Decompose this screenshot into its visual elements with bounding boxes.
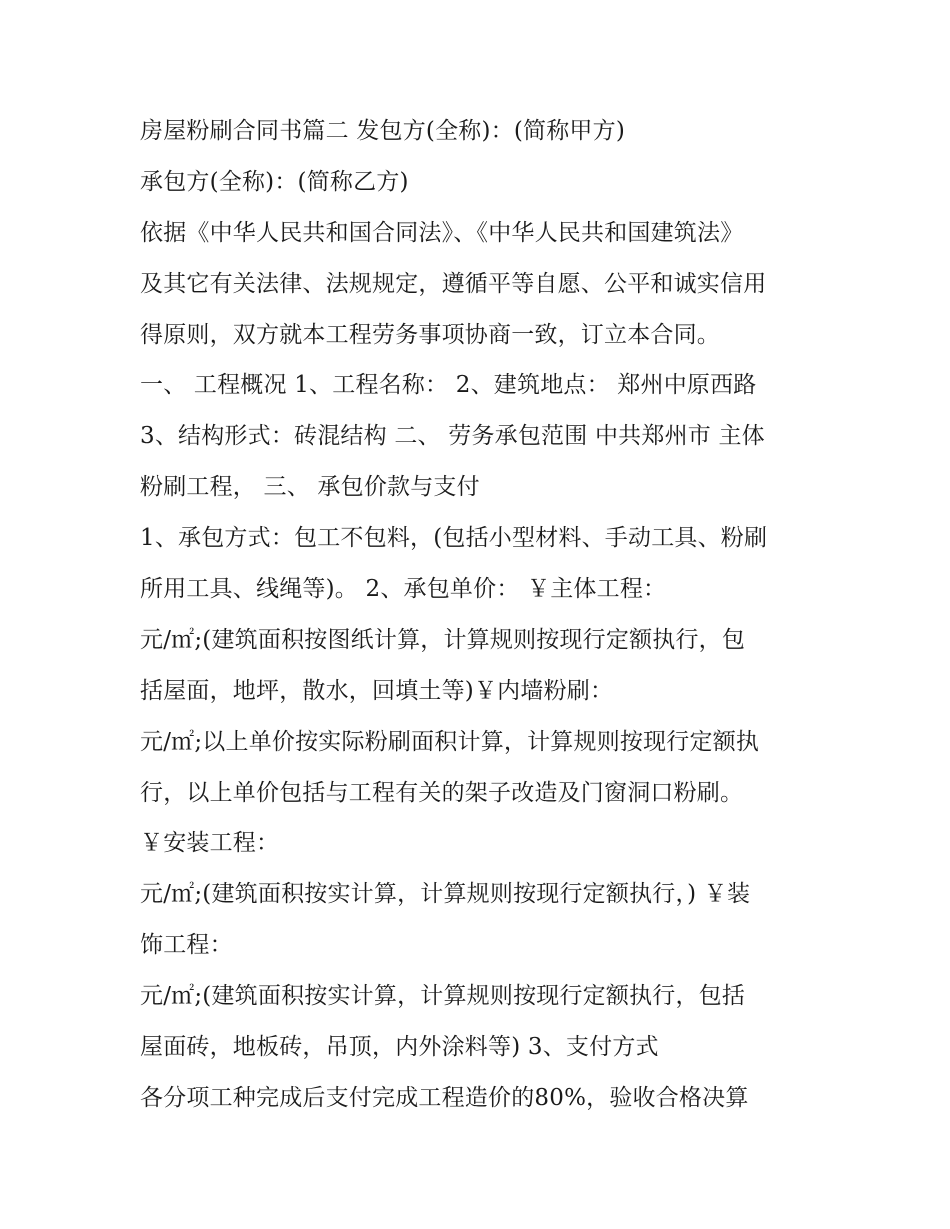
text-line: 所用工具、线绳等)。 2、承包单价： ￥主体工程： — [140, 576, 667, 603]
text-line: 元/㎡;(建筑面积按图纸计算，计算规则按现行定额执行，包 — [140, 626, 746, 653]
text-line: 各分项工种完成后支付完成工程造价的80%，验收合格决算 — [140, 1084, 749, 1111]
text-line: 得原则，双方就本工程劳务事项协商一致，订立本合同。 — [140, 321, 720, 348]
text-line: 粉刷工程， 三、 承包价款与支付 — [140, 474, 480, 501]
text-line: 承包方(全称)：(简称乙方) — [140, 168, 409, 195]
text-line: ￥安装工程： — [140, 830, 280, 857]
text-line: 依据《中华人民共和国合同法》、《中华人民共和国建筑法》 — [140, 219, 744, 246]
document-body — [140, 106, 820, 1124]
text-line: 括屋面，地坪，散水，回填土等)￥内墙粉刷： — [140, 677, 614, 704]
text-line: 屋面砖，地板砖，吊顶，内外涂料等) 3、支付方式 — [140, 1034, 659, 1061]
text-line: 一、 工程概况 1、工程名称： 2、建筑地点： 郑州中原西路 — [140, 372, 757, 399]
text-line: 元/㎡;以上单价按实际粉刷面积计算，计算规则按现行定额执 — [140, 728, 760, 755]
text-line: 1、承包方式：包工不包料，(包括小型材料、手动工具、粉刷 — [140, 525, 768, 552]
text-line: 3、结构形式：砖混结构 二、 劳务承包范围 中共郑州市 主体 — [140, 423, 765, 450]
text-line: 行，以上单价包括与工程有关的架子改造及门窗洞口粉刷。 — [140, 779, 744, 806]
text-line: 元/㎡;(建筑面积按实计算，计算规则按现行定额执行，包括 — [140, 983, 746, 1010]
text-line: 房屋粉刷合同书篇二 发包方(全称)：(简称甲方) — [140, 118, 626, 144]
text-line: 饰工程： — [140, 932, 233, 959]
text-line: 元/㎡;(建筑面积按实计算，计算规则按现行定额执行，) ￥装 — [140, 881, 751, 908]
text-line: 及其它有关法律、法规规定，遵循平等自愿、公平和诚实信用 — [140, 270, 767, 297]
